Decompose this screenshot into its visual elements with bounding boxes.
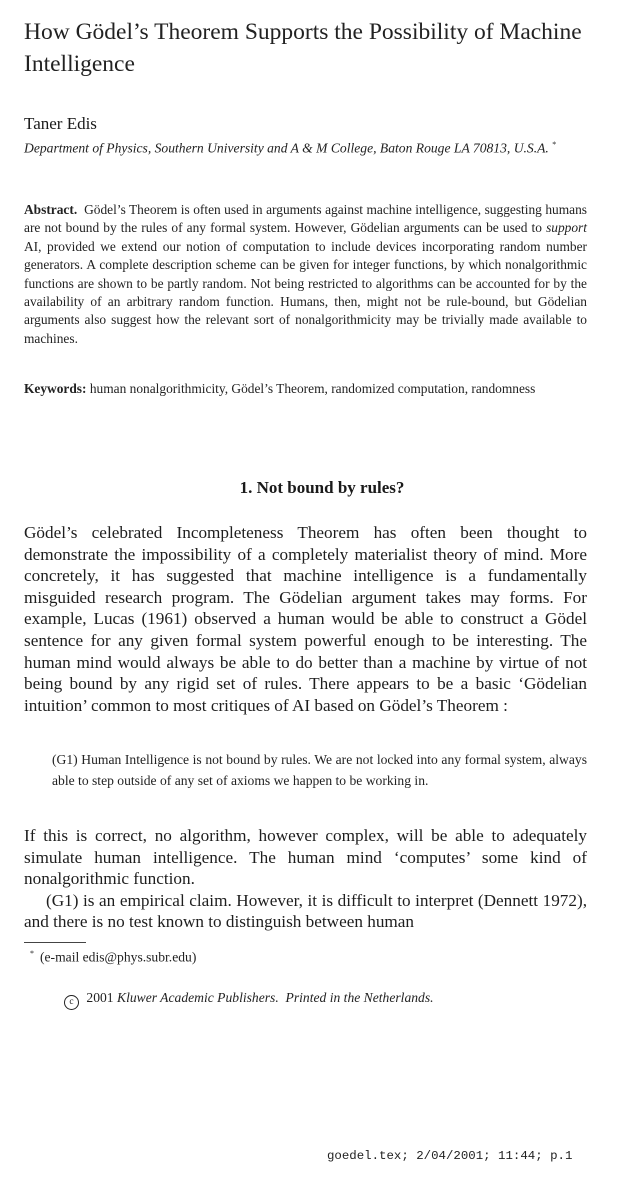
- footnote: [30, 945, 196, 967]
- affiliation-text: Department of Physics, Southern University and A & M College, Baton Rouge LA 70813, U.S.A.: [24, 140, 549, 156]
- footnote-email: (e-mail edis@phys.subr.edu): [40, 949, 197, 965]
- quoted-claim-g1: (G1) Human Intelligence is not bound by rules. We are not locked into any formal system, always able to step outside of any set of axioms we happen to be working in.: [52, 752, 587, 788]
- abstract: [24, 201, 587, 348]
- keywords: [24, 380, 587, 398]
- footnote-mark: *: [30, 949, 34, 958]
- running-footer: goedel.tex; 2/04/2001; 11:44; p.1: [327, 1149, 573, 1163]
- keywords-text: human nonalgorithmicity, Gödel’s Theorem, randomized computation, randomness: [89, 381, 536, 396]
- copyright-year: 2001: [86, 990, 114, 1005]
- abstract-text-1: Gödel’s Theorem is often used in arguments against machine intelligence, suggesting humans are not bound by the rules of any formal system. However, Gödelian arguments can be used to: [24, 202, 587, 236]
- copyright-notice: [64, 989, 434, 1010]
- body-paragraphs-2-3: [24, 825, 587, 933]
- footnote-marker: *: [552, 140, 557, 149]
- keywords-label: Keywords:: [24, 381, 87, 396]
- section-heading: 1. Not bound by rules?: [239, 478, 405, 497]
- copyright-printed: Printed in the Netherlands.: [285, 990, 434, 1005]
- abstract-label: Abstract.: [24, 202, 78, 217]
- abstract-emphasis: support: [546, 220, 587, 236]
- paragraph-1-text: Gödel’s celebrated Incompleteness Theorem has often been thought to demonstrate the impossibility of a completely materialist theory of mind. More concretely, it has suggested that machine intelligence is a fundamentally misguided research program. The Gödelian argument takes may forms. For example, Lucas (1961) observed a human would be able to construct a Gödel sentence for any given formal system powerful enough to be interesting. The human mind would always be able to do better than a machine by virtue of not being bound by any rigid set of rules. There appears to be a basic ‘Gödelian intuition’ common to most critiques of AI based on Gödel’s Theorem :: [24, 523, 587, 715]
- abstract-text-2: AI, provided we extend our notion of computation to include devices incorporating random number generators. A complete description scheme can be given for integer functions, by which nonalgorithmic functions are shown to be partly random. Not being restricted to algorithms can be accounted for by the availability of an arbitrary random function. Humans, then, might not be rule-bound, but Gödelian arguments also suggest how the relevant sort of nonalgorithmicity may be trivially made available to machines.: [24, 238, 587, 346]
- paragraph-2-text: If this is correct, no algorithm, however complex, will be able to adequately simulate human intelligence. The human mind ‘computes’ some kind of nonalgorithmic function.: [24, 826, 587, 889]
- body-paragraph-1: [24, 522, 587, 716]
- paragraph-3-text: (G1) is an empirical claim. However, it is difficult to interpret (Dennett 1972), and there is no test known to distinguish between human: [24, 890, 587, 932]
- copyright-icon: c: [64, 995, 79, 1010]
- author-affiliation: [24, 135, 594, 158]
- footnote-divider: [24, 942, 86, 943]
- copyright-publisher: Kluwer Academic Publishers.: [117, 990, 279, 1005]
- author-name: Taner Edis: [24, 114, 97, 133]
- paper-title: How Gödel’s Theorem Supports the Possibility of Machine Intelligence: [24, 19, 582, 77]
